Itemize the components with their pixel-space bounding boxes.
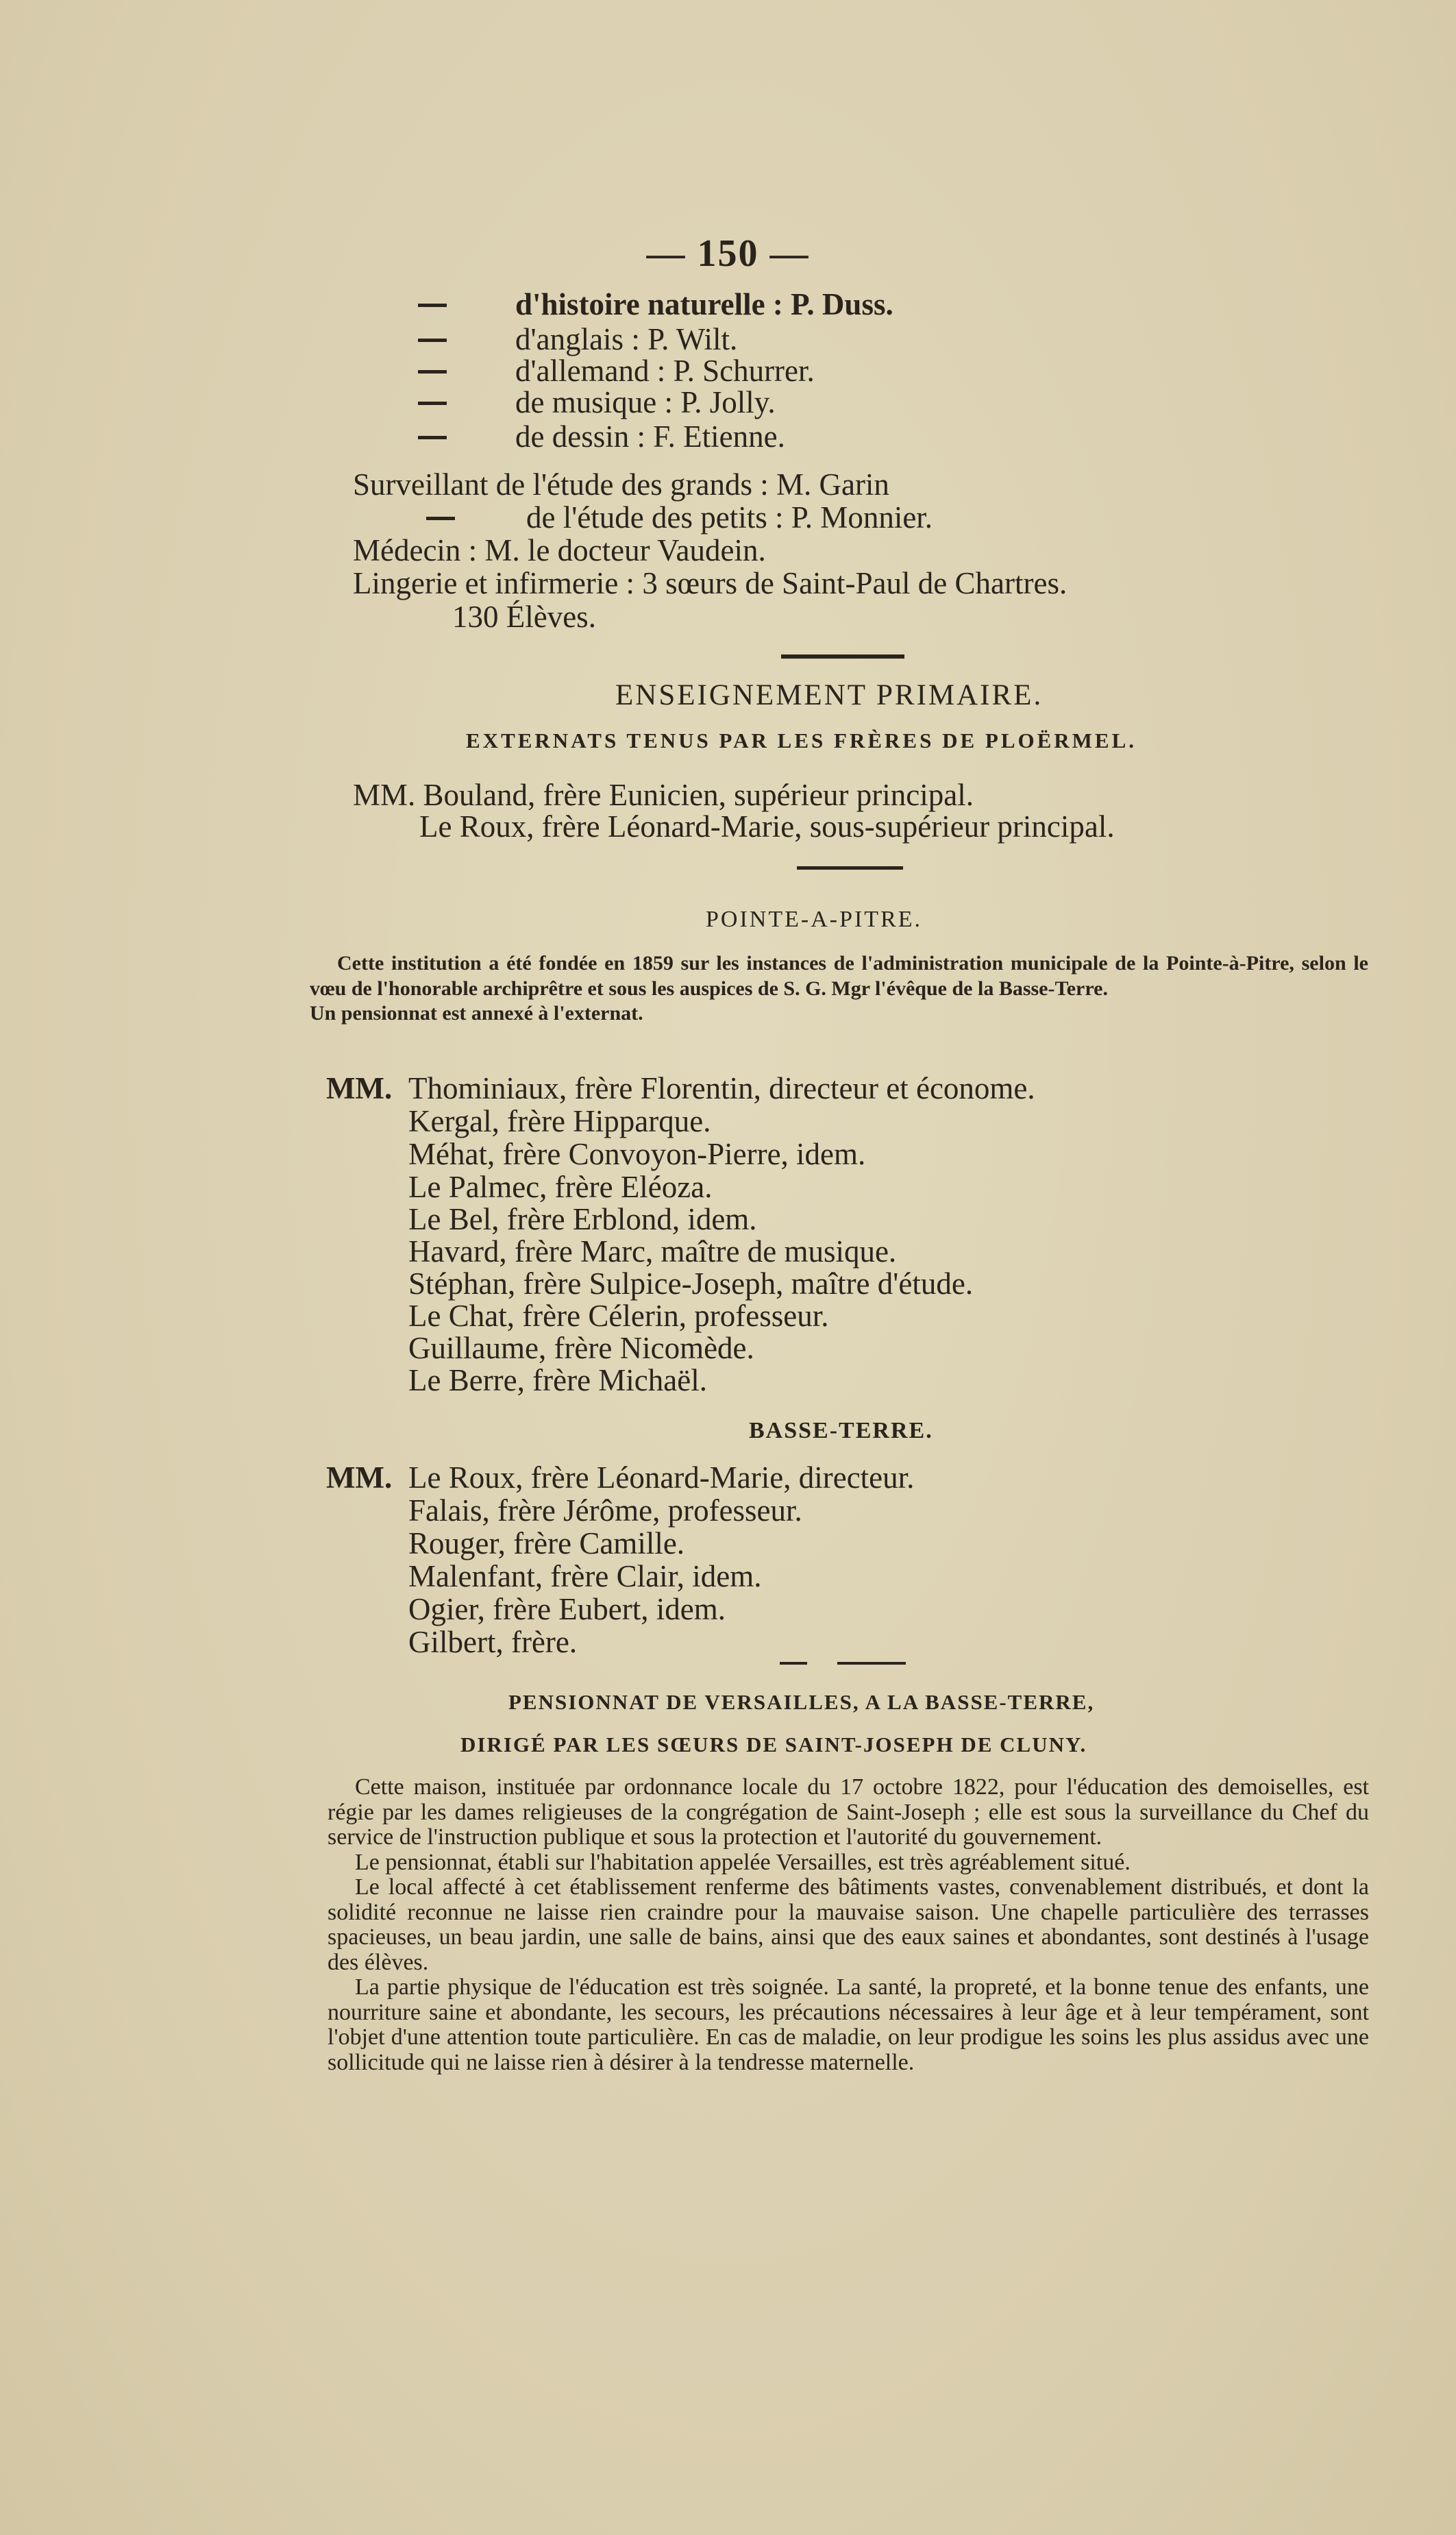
versailles-text	[328, 1775, 1369, 2075]
basse-member: Gilbert, frère.	[408, 1625, 578, 1659]
divider	[797, 866, 903, 870]
basse-member: Le Roux, frère Léonard-Marie, directeur.	[408, 1460, 915, 1495]
dash-mark	[418, 370, 447, 373]
eleves-line: 130 Élèves.	[452, 600, 596, 634]
primaire-line-2: Le Roux, frère Léonard-Marie, sous-supérieur principal.	[419, 809, 1115, 844]
versailles-paragraph: La partie physique de l'éducation est très soignée. La santé, la propreté, et la bonne tenue des enfants, une nourriture saine et abondante, les secours, les précautions nécessaires à leur âge et à leur tempérament, sont l'objet d'une attention toute particulière. En cas de maladie, on leur prodigue les soins les plus assidus avec une sollicitude qui ne laisse rien à désirer à la tendresse maternelle.	[328, 1974, 1369, 2075]
dash-mark	[418, 304, 447, 307]
pointe-member: Kergal, frère Hipparque.	[408, 1104, 711, 1138]
divider	[781, 654, 904, 659]
professor-line: de musique : P. Jolly.	[515, 385, 776, 419]
basse-member: Falais, frère Jérôme, professeur.	[408, 1493, 802, 1528]
divider	[780, 1662, 807, 1665]
basse-member: Ogier, frère Eubert, idem.	[408, 1592, 726, 1626]
pointe-member: Havard, frère Marc, maître de musique.	[408, 1234, 897, 1269]
pointe-member: Méhat, frère Convoyon-Pierre, idem.	[408, 1137, 866, 1171]
pointe-member: Stéphan, frère Sulpice-Joseph, maître d'étude.	[408, 1266, 974, 1301]
divider	[837, 1662, 906, 1665]
pointe-title: POINTE-A-PITRE.	[706, 907, 923, 932]
pointe-member: Le Chat, frère Célerin, professeur.	[408, 1299, 829, 1333]
pointe-member: Le Palmec, frère Eléoza.	[408, 1170, 713, 1204]
dash-mark	[426, 517, 455, 520]
lingerie-line: Lingerie et infirmerie : 3 sœurs de Saint-Paul de Chartres.	[353, 566, 1068, 600]
basse-member: Rouger, frère Camille.	[408, 1526, 685, 1560]
surveillant-petits: de l'étude des petits : P. Monnier.	[526, 500, 933, 535]
pointe-intro-annex: Un pensionnat est annexé à l'externat.	[310, 1002, 643, 1025]
pointe-intro-paragraph: Cette institution a été fondée en 1859 sur les instances de l'administration municipale de la Pointe-à-Pitre, selon le vœu de l'honorable archiprêtre et sous les auspices de S. G. Mgr l'évêque de la Basse-Terre.	[310, 952, 1368, 1000]
pointe-member: Guillaume, frère Nicomède.	[408, 1331, 754, 1365]
dash-mark	[418, 339, 447, 342]
medecin-line: Médecin : M. le docteur Vaudein.	[353, 533, 766, 567]
versailles-paragraph: Cette maison, instituée par ordonnance locale du 17 octobre 1822, pour l'éducation des demoiselles, est régie par les dames religieuses de la congrégation de Saint-Joseph ; elle est sous la surveillance du Chef du service de l'instruction publique et sous la protection et l'autorité du gouvernement.	[328, 1774, 1369, 1850]
professor-line: de dessin : F. Etienne.	[515, 419, 785, 454]
versailles-title-2: DIRIGÉ PAR LES SŒURS DE SAINT-JOSEPH DE CLUNY.	[460, 1732, 1087, 1756]
basse-member: Malenfant, frère Clair, idem.	[408, 1559, 762, 1593]
pointe-member: Le Bel, frère Erblond, idem.	[408, 1202, 757, 1236]
primaire-title: ENSEIGNEMENT PRIMAIRE.	[615, 679, 1044, 711]
versailles-paragraph: Le local affecté à cet établissement renferme des bâtiments vastes, convenablement distribués, et dont la solidité reconnue ne laisse rien craindre pour la mauvaise saison. Une chapelle particulière des terrasses spacieuses, un beau jardin, une salle de bains, ainsi que des eaux saines et abondantes, sont destinés à l'usage des élèves.	[328, 1874, 1369, 1975]
pointe-member: Thominiaux, frère Florentin, directeur et économe.	[408, 1071, 1035, 1105]
professor-line: d'allemand : P. Schurrer.	[515, 354, 815, 388]
professor-line: d'anglais : P. Wilt.	[515, 322, 738, 356]
surveillant-grands: Surveillant de l'étude des grands : M. Garin	[353, 467, 889, 502]
pointe-intro	[310, 951, 1368, 1027]
primaire-subtitle: EXTERNATS TENUS PAR LES FRÈRES DE PLOËRMEL.	[466, 728, 1137, 752]
versailles-paragraph: Le pensionnat, établi sur l'habitation appelée Versailles, est très agréablement situé.	[355, 1849, 1131, 1875]
dash-mark	[418, 402, 447, 405]
professor-line: d'histoire naturelle : P. Duss.	[515, 287, 893, 321]
basse-title: BASSE-TERRE.	[749, 1418, 933, 1443]
pointe-member: Le Berre, frère Michaël.	[408, 1363, 707, 1397]
pointe-mm: MM.	[326, 1071, 393, 1105]
versailles-title-1: PENSIONNAT DE VERSAILLES, A LA BASSE-TERRE,	[508, 1690, 1095, 1714]
dash-mark	[418, 436, 447, 439]
basse-mm: MM.	[326, 1460, 393, 1495]
primaire-line-1: MM. Bouland, frère Eunicien, supérieur principal.	[353, 778, 974, 812]
page-number: — 150 —	[646, 232, 810, 275]
